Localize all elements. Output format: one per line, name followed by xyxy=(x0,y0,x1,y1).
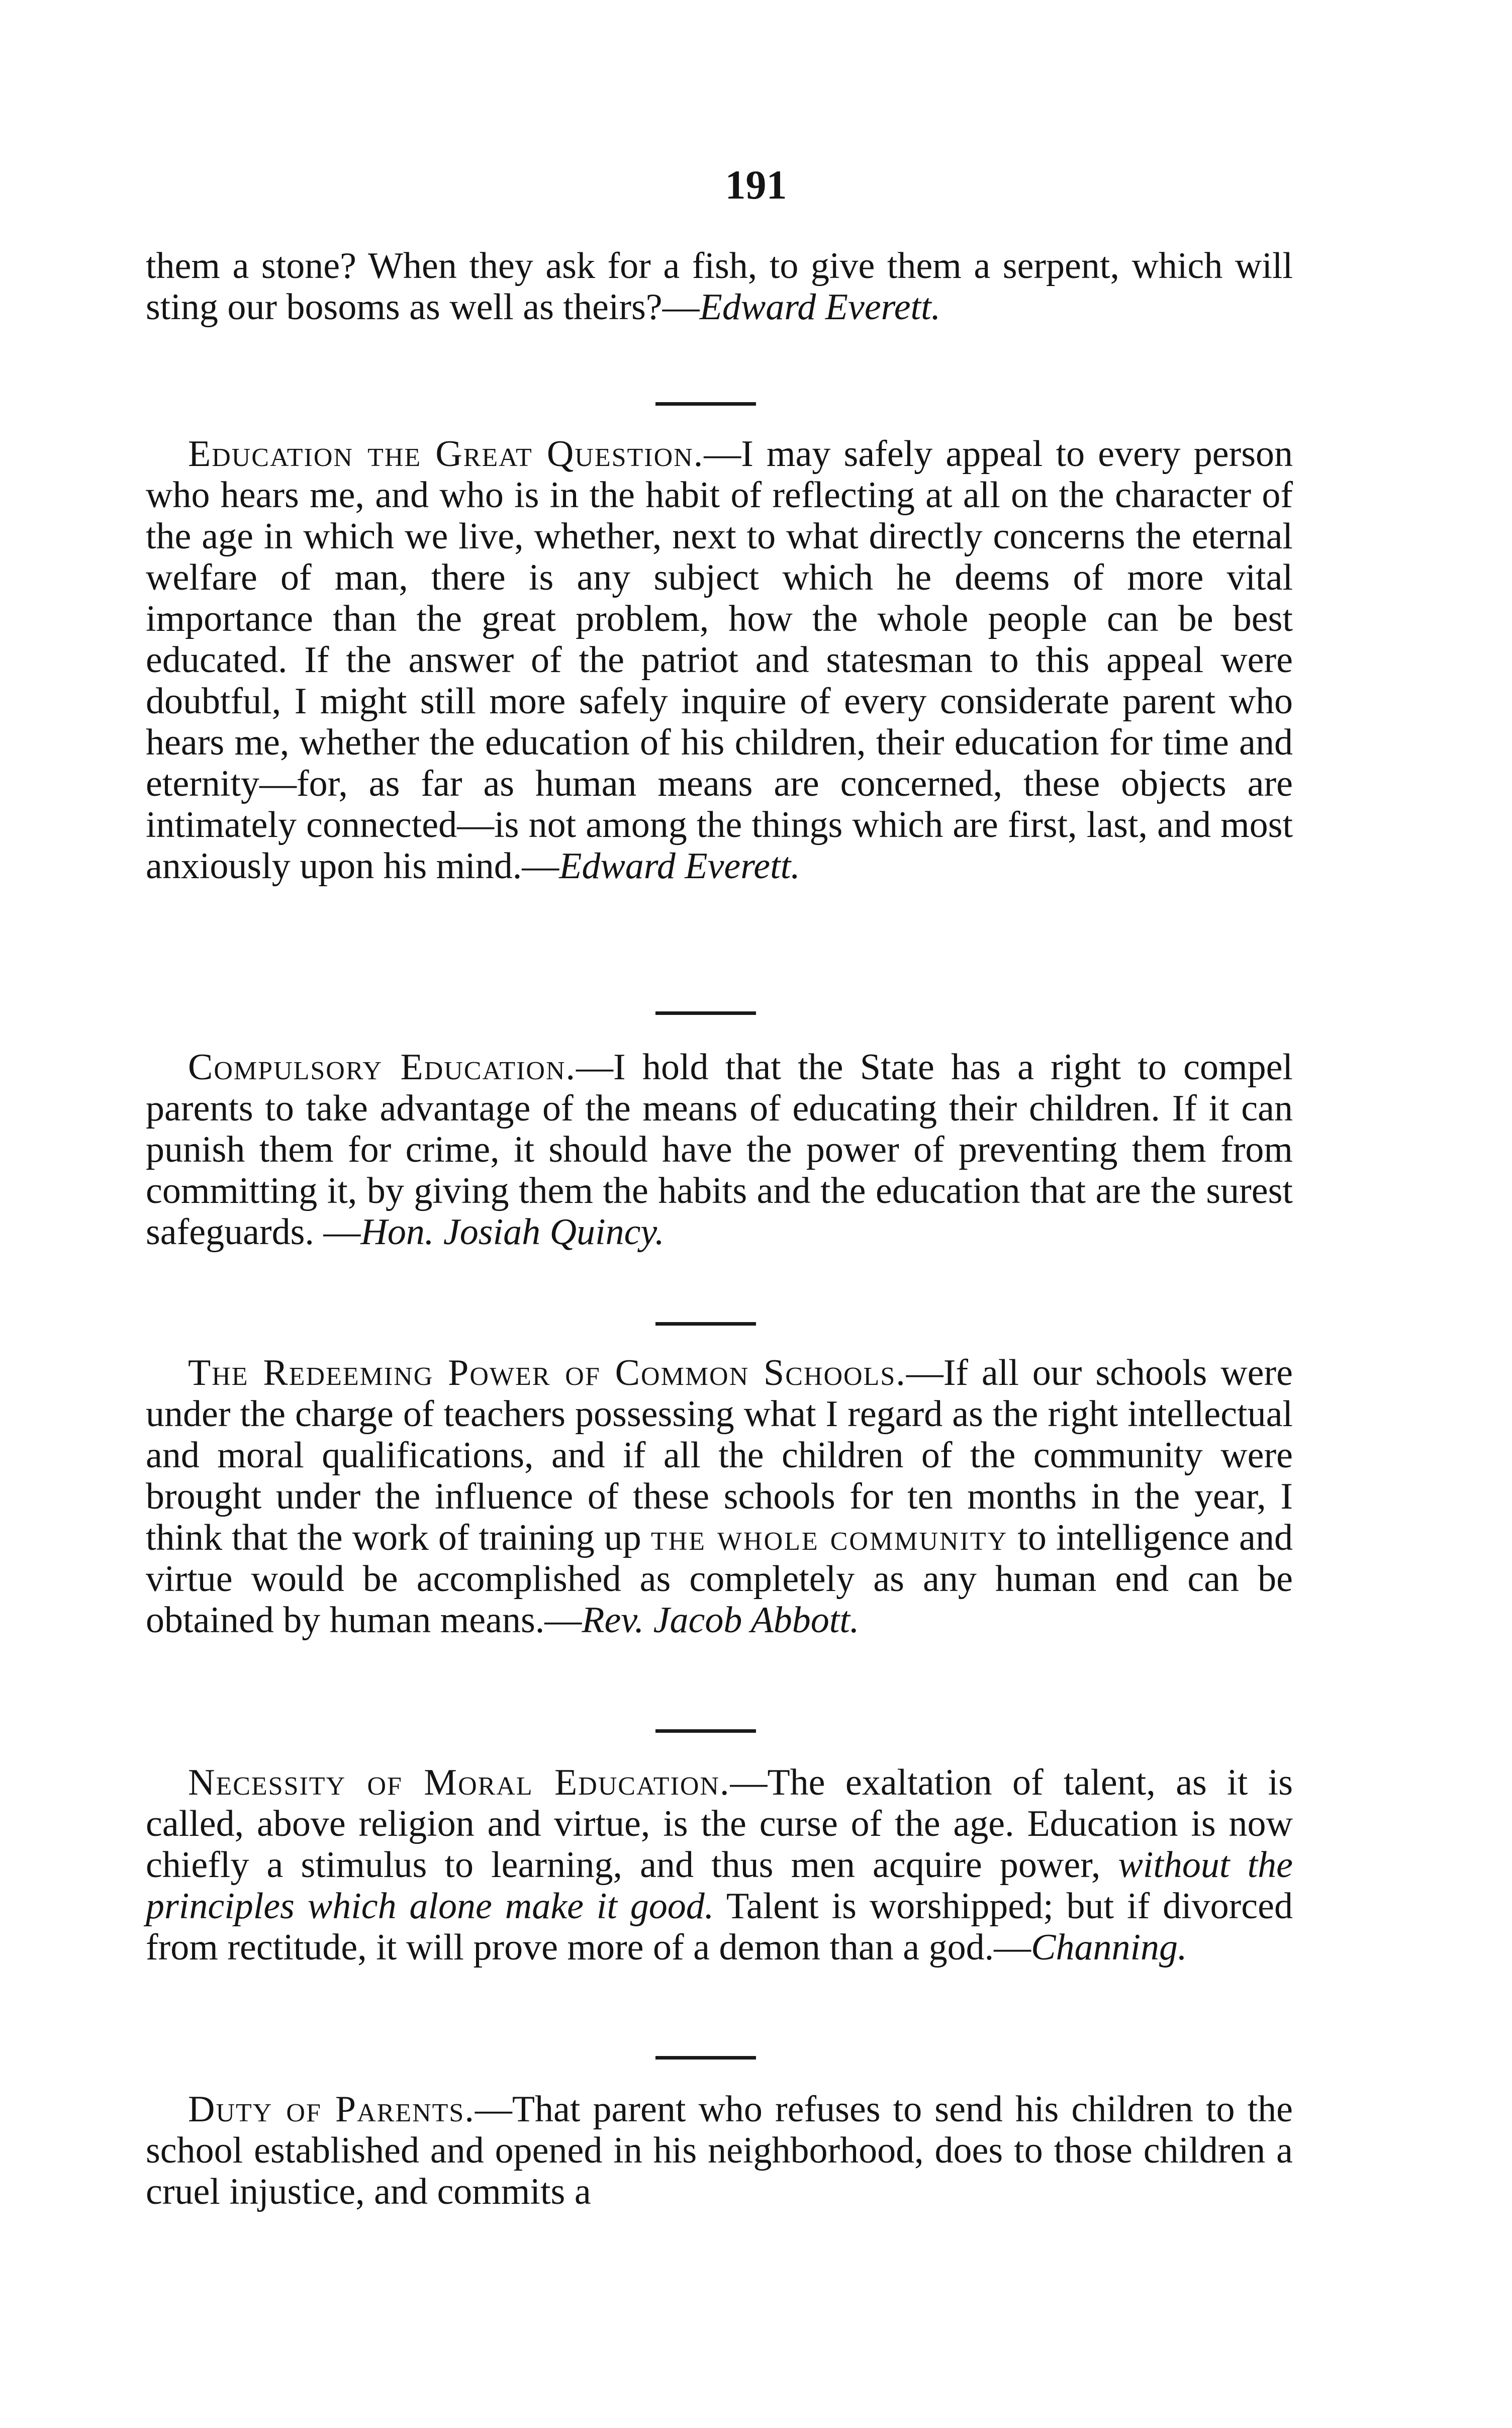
section-paragraph xyxy=(146,1352,1293,1641)
section-divider xyxy=(655,2056,756,2060)
section-body: —The exaltation of talent, as it is called, above religion and virtue, is the curse of the age. Education is now chiefly a stimulus to learning, and thus men acquire power, xyxy=(146,1762,1293,1886)
section-paragraph xyxy=(146,1762,1293,1968)
section-divider xyxy=(655,1322,756,1326)
section-paragraph xyxy=(146,1047,1293,1253)
section-body-continued: Talent is worshipped; but if divorced from rectitude, it will prove more of a demon than a god.— xyxy=(146,1886,1293,1968)
section-attribution: Hon. Josiah Quincy. xyxy=(360,1211,665,1253)
section-heading: The Redeeming Power of Common Schools. xyxy=(188,1352,906,1393)
continuation-block xyxy=(146,245,1293,328)
section-paragraph xyxy=(146,2089,1293,2212)
continuation-paragraph xyxy=(146,245,1293,328)
section-body: —I may safely appeal to every person who hears me, and who is in the habit of reflecting at all on the character of the age in which we live, whether, next to what directly concerns the eternal welfare of man, there is any subject which he deems of more vital importance than the great problem, how the whole people can be best educated. If the answer of the patriot and statesman to this appeal were doubtful, I might still more safely inquire of every considerate parent who hears me, whether the education of his children, their education for time and eternity—for, as far as human means are concerned, these objects are intimately connected—is not among the things which are first, last, and most anxiously upon his mind.— xyxy=(146,433,1293,887)
section-divider xyxy=(655,1729,756,1733)
section-body-italic: without the principles which alone make it good. xyxy=(146,1844,1293,1927)
section-moral-education xyxy=(146,1762,1293,1968)
continuation-text: them a stone? When they ask for a fish, to give them a serpent, which will sting our bosoms as well as theirs?— xyxy=(146,245,1293,328)
section-compulsory-education xyxy=(146,1047,1293,1253)
section-attribution: Edward Everett. xyxy=(559,846,800,887)
continuation-attribution: Edward Everett. xyxy=(699,287,941,328)
section-heading: Duty of Parents. xyxy=(188,2089,475,2130)
section-paragraph xyxy=(146,433,1293,887)
section-heading: Education the Great Question. xyxy=(188,433,704,475)
section-divider xyxy=(655,402,756,406)
section-heading: Compulsory Education. xyxy=(188,1047,577,1088)
section-attribution: Rev. Jacob Abbott. xyxy=(582,1600,860,1641)
section-duty-of-parents xyxy=(146,2089,1293,2212)
section-attribution: Channing. xyxy=(1031,1927,1187,1968)
section-heading: Necessity of Moral Education. xyxy=(188,1762,730,1803)
section-redeeming-power xyxy=(146,1352,1293,1641)
section-body: —That parent who refuses to send his children to the school established and opened in his neighborhood, does to those children a cruel injustice, and commits a xyxy=(146,2089,1293,2212)
section-body: —If all our schools were under the charge of teachers possessing what I regard as the right intellectual and moral qualifications, and if all the children of the community were brought under the influence of these schools for ten months in the year, I think that the work of training up xyxy=(146,1352,1293,1558)
page-number: 191 xyxy=(725,162,787,208)
section-education-great-question xyxy=(146,433,1293,887)
section-body: —I hold that the State has a right to compel parents to take advantage of the means of educating their children. If it can punish them for crime, it should have the power of preventing them from committing it, by giving them the habits and the education that are the surest safeguards. — xyxy=(146,1047,1293,1253)
section-divider xyxy=(655,1011,756,1015)
section-body-caps: the whole community xyxy=(650,1517,1008,1558)
section-body-continued: to intelligence and virtue would be accomplished as completely as any human end can be obtained by human means.— xyxy=(146,1517,1293,1641)
